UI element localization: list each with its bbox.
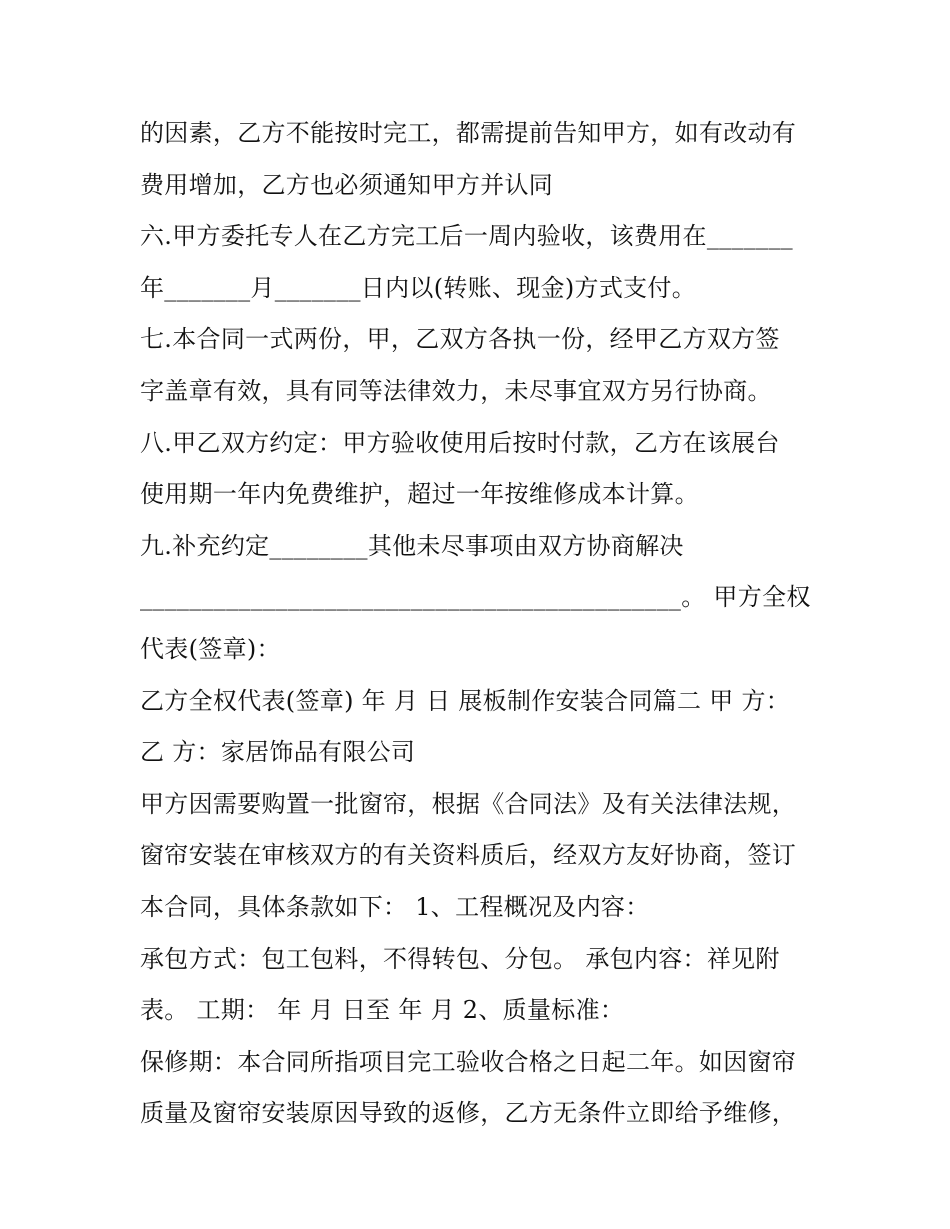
text-line: 使用期一年内免费维护，超过一年按维修成本计算。 xyxy=(140,480,699,509)
text-line: 六.甲方委托专人在乙方完工后一周内验收，该费用在_______ xyxy=(140,222,793,251)
contract-text-body xyxy=(140,108,820,1140)
text-line: 字盖章有效，具有同等法律效力，未尽事宜双方另行协商。 xyxy=(140,376,772,405)
text-line: 表。 工期： 年 月 日至 年 月 2、质量标准： xyxy=(140,996,625,1025)
text-line: 保修期：本合同所指项目完工验收合格之日起二年。如因窗帘 xyxy=(140,1047,797,1076)
text-line: 的因素，乙方不能按时完工，都需提前告知甲方，如有改动有 xyxy=(140,119,797,147)
text-line: 窗帘安装在审核双方的有关资料质后，经双方友好协商，签订 xyxy=(140,841,797,870)
text-line: 甲方因需要购置一批窗帘，根据《合同法》及有关法律法规， xyxy=(140,789,797,818)
text-line: 七.本合同一式两份，甲，乙双方各执一份，经甲乙方双方签 xyxy=(140,325,780,354)
text-line: 质量及窗帘安装原因导致的返修，乙方无条件立即给予维修， xyxy=(140,1099,797,1128)
text-line: ____________________________________________。 甲方全权 xyxy=(140,583,811,612)
text-line: 年_______月_______日内以(转账、现金)方式支付。 xyxy=(140,273,697,302)
text-line: 承包方式：包工包料，不得转包、分包。 承包内容：祥见附 xyxy=(140,944,780,973)
text-line: 乙方全权代表(签章) 年 月 日 展板制作安装合同篇二 甲 方： xyxy=(140,686,791,715)
text-line: 本合同，具体条款如下： 1、工程概况及内容： xyxy=(140,892,650,921)
text-line: 乙 方：家居饰品有限公司 xyxy=(140,738,416,767)
text-line: 费用增加，乙方也必须通知甲方并认同 xyxy=(140,170,554,199)
text-line: 八.甲乙双方约定：甲方验收使用后按时付款，乙方在该展台 xyxy=(140,428,780,457)
text-line: 九.补充约定________其他未尽事项由双方协商解决 xyxy=(140,531,684,560)
text-line: 代表(签章)： xyxy=(140,634,281,663)
